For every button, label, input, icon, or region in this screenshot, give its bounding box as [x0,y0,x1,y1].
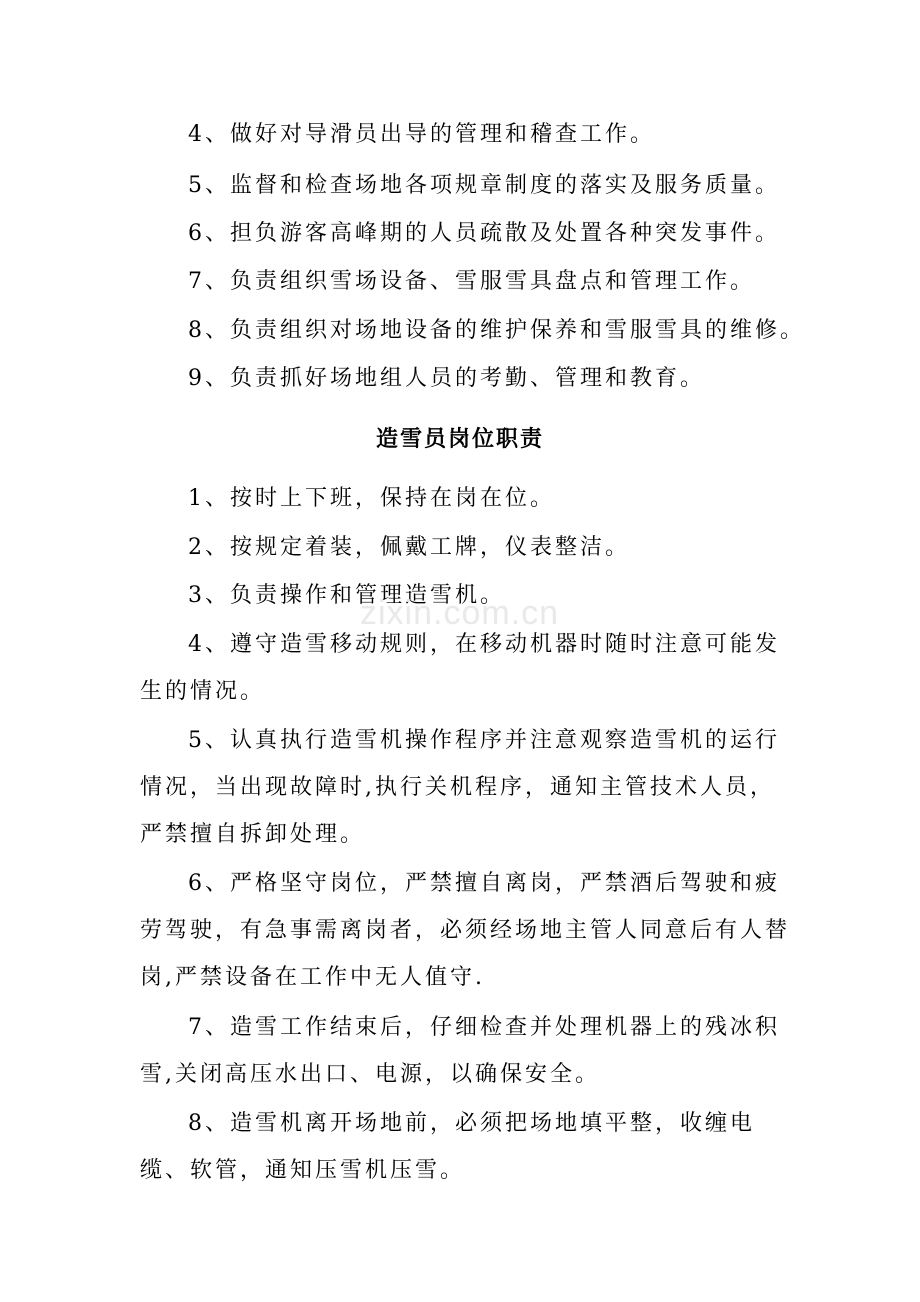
list-item: 7、造雪工作结束后，仔细检查并处理机器上的残冰积雪,关闭高压水出口、电源，以确保安全。 [140,1015,780,1087]
list-item: 4、遵守造雪移动规则，在移动机器时随时注意可能发生的情况。 [140,632,780,704]
list-item: 6、严格坚守岗位，严禁擅自离岗，严禁酒后驾驶和疲劳驾驶，有急事需离岗者，必须经场地主管人同意后有人替岗,严禁设备在工作中无人值守. [140,871,791,990]
watermark: zixin.com.cn [360,594,560,632]
list-item: 5、监督和检查场地各项规章制度的落实及服务质量。 [188,173,780,198]
list-item: 9、负责抓好场地组人员的考勤、管理和教育。 [188,366,705,391]
list-item: 2、按规定着装，佩戴工牌，仪表整洁。 [188,535,630,560]
list-item: 5、认真执行造雪机操作程序并注意观察造雪机的运行情况，当出现故障时,执行关机程序，通知主管技术人员，严禁擅自拆卸处理。 [140,728,780,847]
list-item: 8、造雪机离开场地前，必须把场地填平整，收缠电缆、软管，通知压雪机压雪。 [140,1111,755,1183]
list-item: 1、按时上下班，保持在岗在位。 [188,486,555,511]
list-item: 6、担负游客高峰期的人员疏散及处置各种突发事件。 [188,221,780,246]
list-item: 8、负责组织对场地设备的维护保养和雪服雪具的维修。 [188,318,805,343]
list-item: 3、负责操作和管理造雪机。 [188,583,505,608]
section-title: 造雪员岗位职责 [375,426,544,452]
list-item: 4、做好对导滑员出导的管理和稽查工作。 [188,122,655,147]
list-item: 7、负责组织雪场设备、雪服雪具盘点和管理工作。 [188,269,755,294]
